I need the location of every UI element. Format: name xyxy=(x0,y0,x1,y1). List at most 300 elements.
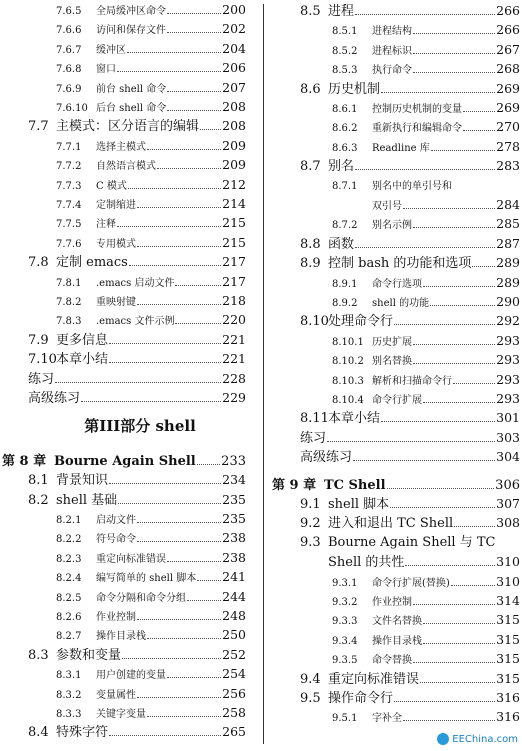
dot-leader xyxy=(200,118,221,130)
toc-entry[interactable] xyxy=(332,119,520,137)
toc-entry[interactable] xyxy=(56,293,246,311)
toc-entry[interactable] xyxy=(332,275,520,293)
entry-page-number: 301 xyxy=(496,410,520,426)
entry-page-number: 221 xyxy=(222,331,246,347)
entry-title: 操作命令行 xyxy=(328,691,394,706)
entry-title: 窗口 xyxy=(96,64,116,76)
entry-number: 7.7.3 xyxy=(56,180,82,192)
toc-entry[interactable] xyxy=(28,647,246,665)
entry-page-number: 293 xyxy=(496,391,520,406)
entry-page-number: 215 xyxy=(222,234,246,250)
entry-title: 主模式：区分语言的编辑 xyxy=(56,119,200,135)
entry-page-number: 306 xyxy=(495,477,520,493)
toc-entry[interactable] xyxy=(300,690,520,708)
dot-leader xyxy=(420,671,495,683)
entry-page-number: 234 xyxy=(222,472,246,488)
dot-leader xyxy=(137,608,221,620)
toc-entry[interactable] xyxy=(300,255,520,273)
entry-number: 7.7.6 xyxy=(56,238,82,250)
entry-title: 重定向标准错误 xyxy=(328,671,420,687)
entry-page-number: 303 xyxy=(496,429,520,445)
entry-title: Bourne Again Shell 与 TC xyxy=(328,534,496,550)
dot-leader xyxy=(387,477,495,489)
toc-entry[interactable] xyxy=(28,351,246,369)
entry-page-number: 209 xyxy=(222,157,246,173)
dot-leader xyxy=(122,647,221,659)
entry-title: 别名示例 xyxy=(372,220,412,232)
dot-leader xyxy=(167,550,221,562)
toc-entry[interactable] xyxy=(300,81,520,99)
toc-entry[interactable] xyxy=(28,254,246,272)
toc-entry[interactable] xyxy=(56,41,246,59)
toc-entry[interactable] xyxy=(56,511,246,529)
entry-title: Bourne Again Shell xyxy=(54,453,196,469)
entry-page-number: 316 xyxy=(496,709,520,725)
entry-page-number: 229 xyxy=(222,390,246,405)
entry-title: 自然语言模式 xyxy=(96,161,156,173)
entry-page-number: 270 xyxy=(496,119,520,135)
entry-title: 注释 xyxy=(96,219,116,231)
entry-title: TC Shell xyxy=(324,477,386,493)
toc-entry[interactable] xyxy=(56,569,246,587)
entry-page-number: 287 xyxy=(496,235,520,251)
dot-leader xyxy=(431,139,495,151)
entry-page-number: 207 xyxy=(222,79,246,95)
entry-number: 8.2.6 xyxy=(56,612,82,623)
toc-entry[interactable] xyxy=(56,530,246,548)
dot-leader xyxy=(423,275,495,287)
toc-entry[interactable] xyxy=(56,589,246,607)
entry-page-number: 221 xyxy=(222,351,246,367)
entry-number: 7.6.7 xyxy=(56,44,82,56)
entry-page-number: 215 xyxy=(222,215,246,231)
dot-leader xyxy=(187,589,221,601)
entry-number: 7.7.4 xyxy=(56,200,82,211)
toc-entry[interactable] xyxy=(332,42,520,60)
entry-title: 别名替换 xyxy=(372,356,412,368)
entry-page-number: 252 xyxy=(222,646,246,662)
entry-title: 命令分隔和命令分组 xyxy=(96,592,186,604)
entry-number: 8.7.1 xyxy=(332,180,358,192)
entry-page-number: 310 xyxy=(496,554,520,570)
entry-title: 关键字变量 xyxy=(96,709,146,720)
entry-page-number: 269 xyxy=(496,80,520,96)
dot-leader xyxy=(109,351,221,363)
dot-leader xyxy=(413,651,495,663)
entry-number: 9.3 xyxy=(300,534,321,550)
entry-number: 第 8 章 xyxy=(2,453,47,469)
entry-title: 定制缩进 xyxy=(96,200,136,211)
entry-number: 7.7.5 xyxy=(56,219,82,231)
entry-title: 处理命令行 xyxy=(328,314,394,330)
entry-title: 历史扩展 xyxy=(372,336,412,348)
toc-entry[interactable] xyxy=(2,453,246,471)
dot-leader xyxy=(453,372,495,384)
entry-page-number: 293 xyxy=(496,332,520,348)
toc-entry[interactable] xyxy=(332,372,520,390)
dot-leader xyxy=(175,312,221,324)
entry-page-number: 241 xyxy=(222,569,246,585)
toc-entry[interactable] xyxy=(300,535,520,553)
entry-number: 8.5.1 xyxy=(332,26,358,38)
entry-page-number: 307 xyxy=(496,496,520,511)
entry-number: 7.6.6 xyxy=(56,25,82,37)
dot-leader xyxy=(423,612,495,624)
entry-title: 启动文件 xyxy=(96,515,136,526)
entry-page-number: 265 xyxy=(222,724,246,740)
entry-number: 7.7.2 xyxy=(56,161,82,173)
entry-title: 重映射键 xyxy=(96,297,136,308)
entry-title: 变量属性 xyxy=(96,689,136,701)
dot-leader xyxy=(463,100,495,112)
entry-title: 更多信息 xyxy=(56,332,109,348)
entry-page-number: 217 xyxy=(222,254,246,270)
entry-page-number: 235 xyxy=(222,511,246,526)
dot-leader xyxy=(355,3,495,15)
entry-page-number: 217 xyxy=(222,273,246,289)
entry-title: 本章小结 xyxy=(56,352,109,368)
entry-number: 8.3 xyxy=(28,647,49,663)
dot-leader xyxy=(137,196,221,208)
toc-entry[interactable] xyxy=(300,449,520,467)
dot-leader xyxy=(413,352,495,364)
toc-entry[interactable] xyxy=(300,313,520,331)
dot-leader xyxy=(157,157,221,169)
dot-leader xyxy=(147,138,221,150)
entry-page-number: 233 xyxy=(221,453,246,469)
entry-title: 解析和扫描命令行 xyxy=(372,375,452,387)
entry-page-number: 315 xyxy=(496,651,520,667)
entry-page-number: 290 xyxy=(496,294,520,309)
toc-entry[interactable] xyxy=(56,177,246,195)
entry-number: 8.10.1 xyxy=(332,336,364,348)
entry-number: 7.7 xyxy=(28,119,49,135)
dot-leader xyxy=(109,724,221,736)
entry-number: 8.1 xyxy=(28,473,49,489)
entry-page-number: 218 xyxy=(222,293,246,308)
toc-entry[interactable] xyxy=(332,61,520,79)
part-heading: 第III部分 shell xyxy=(84,417,196,436)
dot-leader xyxy=(463,119,495,131)
entry-page-number: 315 xyxy=(496,631,520,647)
toc-entry[interactable] xyxy=(56,215,246,233)
dot-leader xyxy=(137,686,221,698)
toc-entry[interactable] xyxy=(56,666,246,684)
entry-page-number: 202 xyxy=(222,21,246,37)
toc-entry[interactable] xyxy=(300,410,520,428)
toc-entry[interactable] xyxy=(332,139,520,157)
toc-entry[interactable] xyxy=(56,99,246,117)
toc-entry[interactable] xyxy=(56,686,246,704)
entry-title: 命令行选项 xyxy=(372,278,422,290)
entry-title: 特殊字符 xyxy=(56,725,109,741)
entry-page-number: 228 xyxy=(222,370,246,386)
entry-number: 7.8 xyxy=(28,255,49,271)
entry-number: 8.6.3 xyxy=(332,142,358,154)
entry-number: 8.10.3 xyxy=(332,375,364,387)
entry-title: 高级练习 xyxy=(300,450,353,466)
dot-leader xyxy=(423,391,495,403)
entry-title: shell 基础 xyxy=(56,492,118,508)
entry-number: 8.2.5 xyxy=(56,592,82,604)
dot-leader xyxy=(390,496,495,508)
entry-number: 8.2.3 xyxy=(56,553,82,565)
dot-leader xyxy=(381,410,495,422)
entry-number: 8.6.1 xyxy=(332,104,358,115)
dot-leader xyxy=(197,453,220,465)
toc-entry[interactable] xyxy=(28,390,246,408)
toc-entry[interactable] xyxy=(56,627,246,645)
entry-page-number: 235 xyxy=(222,491,246,507)
entry-number: 第 9 章 xyxy=(272,477,317,493)
entry-title: Shell 的共性 xyxy=(328,555,405,571)
toc-entry[interactable] xyxy=(332,709,520,727)
entry-title: 进程标识 xyxy=(372,45,412,57)
entry-title: 专用模式 xyxy=(96,238,136,250)
entry-number: 8.2.4 xyxy=(56,573,82,585)
toc-entry[interactable] xyxy=(300,3,520,21)
toc-entry[interactable] xyxy=(332,352,520,370)
dot-leader xyxy=(413,22,495,34)
entry-title: 别名中的单引号和 xyxy=(372,180,452,192)
toc-entry[interactable] xyxy=(28,492,246,510)
entry-page-number: 278 xyxy=(496,138,520,154)
entry-title: Readline 库 xyxy=(372,142,430,154)
dot-leader xyxy=(137,511,221,523)
entry-page-number: 267 xyxy=(496,41,520,57)
toc-entry[interactable] xyxy=(28,332,246,350)
toc-entry[interactable] xyxy=(332,612,520,630)
entry-number: 9.2 xyxy=(300,516,321,532)
entry-page-number: 248 xyxy=(222,608,246,623)
entry-number: 7.10 xyxy=(28,352,57,368)
toc-entry[interactable] xyxy=(332,391,520,409)
entry-page-number: 308 xyxy=(496,515,520,531)
toc-entry[interactable] xyxy=(56,196,246,214)
entry-title: 前台 shell 命令 xyxy=(96,83,167,95)
toc-entry[interactable] xyxy=(56,60,246,78)
toc-entry[interactable] xyxy=(300,430,520,448)
entry-page-number: 238 xyxy=(222,549,246,565)
toc-entry[interactable] xyxy=(56,80,246,98)
entry-number: 8.11 xyxy=(300,411,329,427)
dot-leader xyxy=(413,61,495,73)
entry-page-number: 200 xyxy=(222,2,246,17)
entry-page-number: 315 xyxy=(496,612,520,628)
entry-number: 9.5 xyxy=(300,691,321,706)
entry-title: 进程结构 xyxy=(372,26,412,38)
toc-entry[interactable] xyxy=(332,178,520,196)
dot-leader xyxy=(353,449,495,461)
entry-title: 文件名替换 xyxy=(372,616,422,628)
entry-number: 8.2.1 xyxy=(56,515,82,526)
entry-title: 全局缓冲区命令 xyxy=(96,6,166,17)
toc-entry[interactable] xyxy=(28,118,246,136)
entry-page-number: 284 xyxy=(496,197,520,212)
dot-leader xyxy=(197,569,221,581)
entry-page-number: 316 xyxy=(496,690,520,705)
entry-title: 选择主模式 xyxy=(96,141,146,153)
entry-title: 缓冲区 xyxy=(96,44,126,56)
entry-number: 7.9 xyxy=(28,332,49,348)
dot-leader xyxy=(394,313,495,325)
entry-title: 字补全 xyxy=(372,713,402,725)
dot-leader xyxy=(453,178,519,189)
toc-entry[interactable] xyxy=(56,2,246,20)
toc-entry[interactable] xyxy=(56,550,246,568)
entry-page-number: 214 xyxy=(222,196,246,211)
entry-page-number: 250 xyxy=(222,627,246,643)
entry-number: 9.3.3 xyxy=(332,616,358,628)
toc-entry[interactable] xyxy=(300,158,520,176)
entry-number: 9.3.2 xyxy=(332,597,358,608)
entry-number: 8.3.2 xyxy=(56,689,82,701)
entry-number: 8.9.1 xyxy=(332,278,358,290)
entry-page-number: 292 xyxy=(496,313,520,329)
dot-leader xyxy=(381,81,495,93)
entry-number: 8.2.7 xyxy=(56,631,82,643)
watermark-text: EEChina.com xyxy=(452,733,518,745)
toc-entry[interactable] xyxy=(56,157,246,175)
entry-page-number: 289 xyxy=(496,255,520,271)
entry-page-number: 304 xyxy=(496,449,520,465)
entry-page-number: 283 xyxy=(496,158,520,174)
entry-page-number: 269 xyxy=(496,100,520,115)
entry-number: 7.6.9 xyxy=(56,83,82,95)
toc-entry[interactable] xyxy=(56,235,246,253)
toc-entry[interactable] xyxy=(28,371,246,389)
entry-page-number: 238 xyxy=(222,530,246,546)
dot-leader xyxy=(413,333,495,345)
entry-title: 控制 bash 的功能和选项 xyxy=(328,256,472,272)
dot-leader xyxy=(147,705,221,717)
toc-entry[interactable] xyxy=(328,554,520,572)
entry-title: .emacs 启动文件 xyxy=(96,277,175,289)
toc-entry[interactable] xyxy=(300,671,520,689)
entry-title: 重定向标准错误 xyxy=(96,553,166,565)
toc-entry[interactable] xyxy=(56,312,246,330)
dot-leader xyxy=(423,632,495,644)
entry-number: 7.7.1 xyxy=(56,141,82,153)
entry-number: 8.6 xyxy=(300,81,321,97)
entry-title: 操作目录栈 xyxy=(96,631,146,643)
toc-entry[interactable] xyxy=(332,593,520,611)
entry-title: 函数 xyxy=(328,236,355,252)
entry-title: 别名 xyxy=(328,159,355,175)
dot-leader xyxy=(109,332,221,344)
entry-title: 本章小结 xyxy=(328,411,381,427)
entry-page-number: 204 xyxy=(222,40,246,56)
dot-leader xyxy=(129,254,221,266)
entry-page-number: 212 xyxy=(222,176,246,192)
entry-title: 命令行扩展 xyxy=(372,395,422,406)
entry-page-number: 208 xyxy=(222,99,246,114)
toc-entry[interactable] xyxy=(332,22,520,40)
toc-entry[interactable] xyxy=(56,608,246,626)
entry-page-number: 268 xyxy=(496,61,520,77)
dot-leader xyxy=(55,371,221,383)
dot-leader xyxy=(128,177,221,189)
dot-leader xyxy=(167,80,221,92)
entry-number: 9.1 xyxy=(300,497,321,512)
entry-title: 参数和变量 xyxy=(56,647,122,663)
entry-number: 7.6.10 xyxy=(56,103,88,114)
dot-leader xyxy=(472,255,495,267)
entry-page-number: 266 xyxy=(496,3,520,18)
entry-title: 双引号 xyxy=(372,201,402,212)
entry-number: 7.6.5 xyxy=(56,6,82,17)
entry-number: 8.4 xyxy=(28,725,49,741)
dot-leader xyxy=(403,709,495,721)
entry-number: 8.9.2 xyxy=(332,298,358,309)
toc-entry[interactable] xyxy=(300,496,520,514)
toc-entry[interactable] xyxy=(56,138,246,156)
entry-page-number: 285 xyxy=(496,216,520,232)
toc-entry[interactable] xyxy=(56,274,246,292)
toc-entry[interactable] xyxy=(332,632,520,650)
entry-title: 练习 xyxy=(300,430,327,446)
entry-page-number: 254 xyxy=(222,666,246,682)
toc-entry[interactable] xyxy=(372,197,520,215)
entry-title: 重新执行和编辑命令 xyxy=(372,123,462,135)
entry-title: 进入和退出 TC Shell xyxy=(328,516,454,532)
toc-entry[interactable] xyxy=(332,100,520,118)
entry-title: 编写简单的 shell 脚本 xyxy=(96,573,197,585)
dot-leader xyxy=(405,554,495,566)
dot-leader xyxy=(137,530,221,542)
entry-number: 8.10.2 xyxy=(332,356,364,368)
toc-entry[interactable] xyxy=(28,472,246,490)
dot-leader xyxy=(117,60,221,72)
entry-page-number: 293 xyxy=(496,371,520,387)
entry-title: 历史机制 xyxy=(328,81,381,97)
dot-leader xyxy=(327,430,495,442)
entry-title: 进程 xyxy=(328,4,355,19)
toc-entry[interactable] xyxy=(332,574,520,592)
dot-leader xyxy=(167,99,221,111)
toc-entry[interactable] xyxy=(28,724,246,742)
toc-entry[interactable] xyxy=(56,21,246,39)
entry-number: 7.8.1 xyxy=(56,277,82,289)
toc-entry[interactable] xyxy=(332,333,520,351)
toc-entry[interactable] xyxy=(332,294,520,312)
dot-leader xyxy=(403,197,495,209)
watermark xyxy=(437,733,518,745)
toc-entry[interactable] xyxy=(300,515,520,533)
entry-number: 7.8.3 xyxy=(56,316,82,328)
toc-entry[interactable] xyxy=(56,705,246,723)
dot-leader xyxy=(451,574,495,586)
entry-title: 练习 xyxy=(28,371,55,387)
entry-page-number: 293 xyxy=(496,352,520,368)
entry-title: 背景知识 xyxy=(56,473,109,489)
toc-entry[interactable] xyxy=(332,651,520,669)
entry-title: .emacs 文件示例 xyxy=(96,316,175,328)
toc-entry[interactable] xyxy=(300,236,520,254)
entry-number: 8.5.3 xyxy=(332,65,358,77)
entry-number: 9.3.4 xyxy=(332,635,358,647)
entry-number: 8.5 xyxy=(300,4,321,19)
entry-page-number: 314 xyxy=(496,593,520,608)
entry-number: 8.9 xyxy=(300,256,321,272)
toc-entry[interactable] xyxy=(332,216,520,234)
entry-title: shell 的功能 xyxy=(372,298,430,309)
entry-title: 作业控制 xyxy=(372,597,412,608)
entry-title: shell 脚本 xyxy=(328,497,390,512)
dot-leader xyxy=(394,690,495,702)
entry-title: 作业控制 xyxy=(96,612,136,623)
toc-entry[interactable] xyxy=(272,477,520,495)
